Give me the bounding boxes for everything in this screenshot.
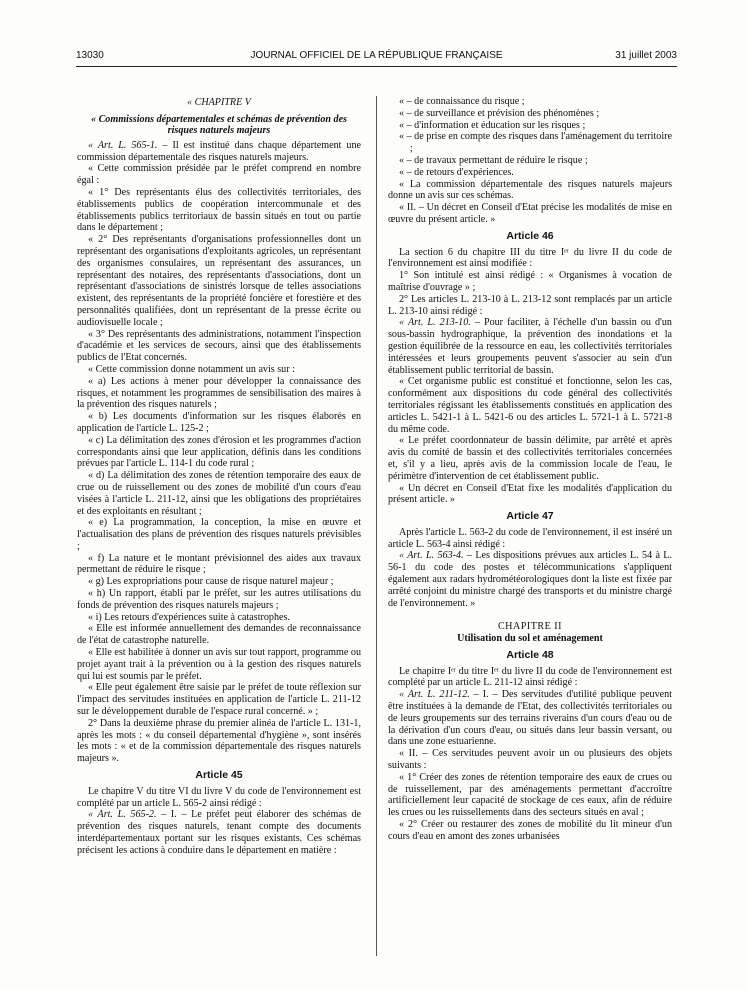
article-reference: « Art. L. 563-4.: [399, 550, 464, 562]
paragraph: « Elle est informée annuellement des demandes de reconnaissance de l'état de catastrophe naturelle.: [77, 623, 361, 647]
chapter-title: Utilisation du sol et aménagement: [457, 633, 603, 645]
page-number: 13030: [76, 50, 104, 61]
article-reference: « Art. L. 213-10.: [399, 317, 471, 329]
paragraph: « c) La délimitation des zones d'érosion et les programmes d'action correspondants ainsi que leur application, définis dans les conditions prévues par l'article L. 114-1 du code rural ;: [77, 434, 361, 470]
paragraph: 2° Dans la deuxième phrase du premier alinéa de l'article L. 131-1, après les mots : « du conseil départemental d'hygiène », sont insérés les mots : « et de la commission départementale des risques naturels majeurs ».: [77, 717, 361, 765]
paragraph: « Art. L. 565-2. – I. – Le préfet peut élaborer des schémas de prévention des risques naturels, tenant compte des documents interdépartementaux portant sur les risques existants. Ces schémas précisent les actions à conduire dans le département en matière :: [77, 809, 361, 856]
paragraph: « Art. L. 213-10. – Pour faciliter, à l'échelle d'un bassin ou d'un sous-bassin hydrographique, la prévention des inondations et la gestion équilibrée de la ressource en eau, les collectivités territoriales intéressées et leurs groupements peuvent s'associer au sein d'un établissement public territorial de bassin.: [388, 317, 672, 376]
list-item: « – de connaissance du risque ;: [399, 96, 525, 107]
paragraph: « 2° Créer ou restaurer des zones de mobilité du lit mineur d'un cours d'eau en amont des zones urbanisées: [388, 818, 672, 842]
paragraph: « b) Les documents d'information sur les risques élaborés en application de l'article L. 125-2 ;: [77, 411, 361, 434]
paragraph: « Art. L. 563-4. – Les dispositions prévues aux articles L. 54 à L. 56-1 du code des postes et télécommunications s'appliquent également aux radars hydrométéorologiques dont la liste est fixée par arrêté conjoint du ministre chargé des transports et du ministre chargé de l'environnement. »: [388, 550, 672, 609]
paragraph: « 2° Des représentants d'organisations professionnelles dont un représentant des organisations d'exploitants agricoles, un représentant des organismes consulaires, un représentant des assurances, un représentant des notaires, des représentants d'associations, dont un représentant d'associations de sinistrés lorsque de telles associations existent, des représentants de la propriété foncière et forestière et des personnalités qualifiées, dont un représentant de la presse écrite ou audiovisuelle locale ;: [77, 234, 361, 328]
header-rule: [76, 66, 677, 67]
list-item: « – de retours d'expériences.: [399, 166, 514, 178]
chapter-title: « Commissions départementales et schémas de prévention des risques naturels majeurs: [91, 113, 347, 137]
paragraph: « Art. L. 211-12. – I. – Des servitudes d'utilité publique peuvent être instituées à la demande de l'Etat, des collectivités territoriales ou de leurs groupements sur des terrains riverains d'un cours d'eau ou de la dérivation d'un cours d'eau, ou situés dans leur bassin versant, ou dans une zone estuarienne.: [388, 689, 672, 748]
paragraph: Après l'article L. 563-2 du code de l'environnement, il est inséré un article L. 563-4 ainsi rédigé :: [388, 526, 672, 550]
paragraph: « II. – Ces servitudes peuvent avoir un ou plusieurs des objets suivants :: [388, 748, 672, 771]
paragraph: « a) Les actions à mener pour développer la connaissance des risques, et notamment les programmes de sensibilisation des maires à la prévention des risques naturels ;: [77, 375, 361, 411]
paragraph: « 1° Créer des zones de rétention temporaire des eaux de crues ou de ruissellement, par des aménagements permettant d'accroître artificiellement leur capacité de stockage de ces eaux, afin de réduire les crues ou les ruissellements dans des secteurs situés en aval ;: [388, 771, 672, 819]
article-heading: Article 48: [506, 648, 554, 661]
article-heading: Article 45: [195, 769, 243, 782]
paragraph: « Cet organisme public est constitué et fonctionne, selon les cas, conformément aux dispositions du code général des collectivités territoriales régissant les établissements constitués en application des articles L. 5421-1 à L. 5421-6 ou des articles L. 5721-1 à L. 5721-8 du même code.: [388, 376, 672, 435]
paragraph: « h) Un rapport, établi par le préfet, sur les autres utilisations du fonds de prévention des risques naturels majeurs ;: [77, 588, 361, 611]
paragraph: « Cette commission donne notamment un avis sur :: [88, 363, 295, 375]
paragraph: « 3° Des représentants des administrations, notamment l'inspection d'académie et les services de secours, ainsi que des établissements publics de l'Etat concernés.: [77, 328, 361, 364]
paragraph: La section 6 du chapitre III du titre Iᵉʳ du livre II du code de l'environnement est ainsi modifiée :: [388, 246, 672, 270]
list-item: « – de surveillance et prévision des phénomènes ;: [399, 107, 600, 119]
paragraph: « Le préfet coordonnateur de bassin délimite, par arrêté et après avis du comité de bassin et des collectivités territoriales concernées et, s'il y a lieu, après avis de la commission locale de l'eau, le périmètre d'intervention de cet établissement public.: [388, 435, 672, 482]
list-item: « – de travaux permettant de réduire le risque ;: [399, 154, 588, 166]
chapter-heading: « CHAPITRE V: [187, 97, 251, 108]
paragraph: « g) Les expropriations pour cause de risque naturel majeur ;: [88, 576, 334, 588]
paragraph: « Un décret en Conseil d'Etat fixe les modalités d'application du présent article. »: [388, 482, 672, 506]
article-heading: Article 46: [506, 229, 554, 242]
journal-title: JOURNAL OFFICIEL DE LA RÉPUBLIQUE FRANÇAISE: [250, 50, 503, 61]
issue-date: 31 juillet 2003: [615, 50, 677, 61]
right-column: [388, 96, 672, 843]
article-reference: « Art. L. 565-1.: [88, 139, 158, 151]
paragraph: Le chapitre Iᵉʳ du titre Iᵉʳ du livre II du code de l'environnement est complété par un article L. 211-12 ainsi rédigé :: [388, 665, 672, 689]
paragraph: « d) La délimitation des zones de rétention temporaire des eaux de crue ou de ruissellement ou des zones de mobilité d'un cours d'eau visées à l'article L. 211-12, ainsi que les obligations des propriétaires et des exploitants en résultant ;: [77, 470, 361, 517]
paragraph: « f) La nature et le montant prévisionnel des aides aux travaux permettant de réduire le risque ;: [77, 552, 361, 576]
article-heading: Article 47: [506, 510, 554, 523]
paragraph: « e) La programmation, la conception, la mise en œuvre et l'actualisation des plans de prévention des risques naturels prévisibles ;: [77, 517, 361, 552]
chapter-heading: CHAPITRE II: [497, 621, 563, 633]
paragraph: « Elle peut également être saisie par le préfet de toute réflexion sur l'impact des servitudes instituées en application de l'article L. 211-12 sur le développement durable de l'espace rural concerné. » ;: [77, 682, 361, 718]
paragraph: « i) Les retours d'expériences suite à catastrophes.: [88, 611, 290, 623]
list-item: « – de prise en compte des risques dans l'aménagement du territoire ;: [399, 131, 672, 155]
paragraph: 2° Les articles L. 213-10 à L. 213-12 sont remplacés par un article L. 213-10 ainsi rédigé :: [388, 293, 672, 317]
paragraph: « La commission départementale des risques naturels majeurs donne un avis sur ces schémas.: [388, 178, 672, 202]
list-item: « – d'information et éducation sur les risques ;: [399, 119, 586, 131]
column-separator: [376, 96, 377, 956]
article-reference: « Art. L. 565-2.: [88, 809, 157, 821]
paragraph: « Art. L. 565-1. – Il est institué dans chaque département une commission départementale des risques naturels majeurs.: [77, 139, 361, 163]
paragraph: « Elle est habilitée à donner un avis sur tout rapport, programme ou projet ayant trait à la prévention ou à la gestion des risques naturels qui lui est soumis par le préfet.: [77, 647, 361, 682]
paragraph: 1° Son intitulé est ainsi rédigé : « Organismes à vocation de maîtrise d'ouvrage » ;: [388, 270, 672, 293]
page-header: [76, 50, 677, 64]
left-column: [77, 96, 361, 857]
paragraph: « Cette commission présidée par le préfet comprend en nombre égal :: [77, 163, 361, 187]
paragraph: « II. – Un décret en Conseil d'Etat précise les modalités de mise en œuvre du présent article. »: [388, 202, 672, 225]
paragraph: « 1° Des représentants élus des collectivités territoriales, des établissements publics de coopération intercommunale et des établissements publics territoriaux de bassin situés en tout ou partie dans le département ;: [77, 186, 361, 234]
paragraph: Le chapitre V du titre VI du livre V du code de l'environnement est complété par un article L. 565-2 ainsi rédigé :: [77, 785, 361, 809]
article-reference: « Art. L. 211-12.: [399, 689, 470, 701]
